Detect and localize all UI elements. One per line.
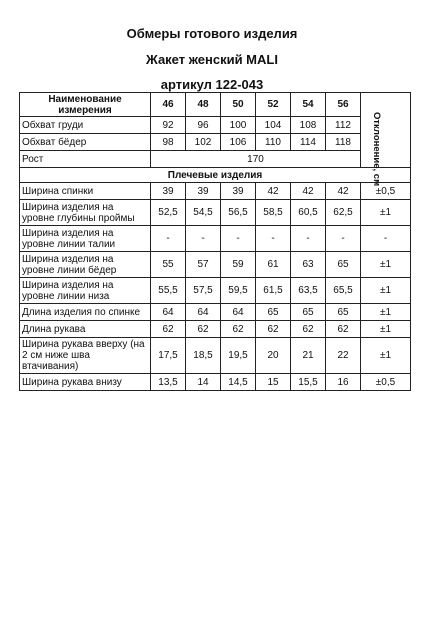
- cell-value: 65: [256, 304, 291, 321]
- size-header: 56: [326, 93, 361, 117]
- cell-value: 56,5: [221, 200, 256, 226]
- cell-value: 65: [326, 252, 361, 278]
- table-row: [20, 278, 411, 304]
- cell-value: 110: [256, 134, 291, 151]
- cell-value: 98: [151, 134, 186, 151]
- cell-value: 62,5: [326, 200, 361, 226]
- size-header: 46: [151, 93, 186, 117]
- deviation-header-label: Отклонение, см: [371, 112, 382, 187]
- row-name: Длина изделия по спинке: [20, 304, 151, 321]
- deviation-value: ±1: [361, 252, 411, 278]
- deviation-value: ±1: [361, 338, 411, 374]
- deviation-value: ±1: [361, 278, 411, 304]
- cell-value: 17,5: [151, 338, 186, 374]
- section-row: [20, 168, 411, 183]
- table-row: [20, 200, 411, 226]
- table-row: [20, 304, 411, 321]
- cell-value: 60,5: [291, 200, 326, 226]
- row-name: Длина рукава: [20, 321, 151, 338]
- deviation-value: ±0,5: [361, 183, 411, 200]
- size-header: 52: [256, 93, 291, 117]
- row-name: Ширина рукава вверху (на 2 см ниже шва втачивания): [20, 338, 151, 374]
- cell-value: 19,5: [221, 338, 256, 374]
- measurements-table: [19, 92, 411, 391]
- cell-value: 62: [326, 321, 361, 338]
- row-name: Ширина спинки: [20, 183, 151, 200]
- size-header: 54: [291, 93, 326, 117]
- cell-value: -: [326, 226, 361, 252]
- cell-value: -: [256, 226, 291, 252]
- page-title: Обмеры готового изделия: [126, 26, 298, 41]
- cell-value: 112: [326, 117, 361, 134]
- cell-value: -: [221, 226, 256, 252]
- table-row: [20, 134, 411, 151]
- size-header: 50: [221, 93, 256, 117]
- cell-value: 61: [256, 252, 291, 278]
- cell-value: 20: [256, 338, 291, 374]
- row-name: Ширина изделия на уровне линии талии: [20, 226, 151, 252]
- deviation-value: ±1: [361, 200, 411, 226]
- cell-value: 39: [186, 183, 221, 200]
- cell-value: 42: [326, 183, 361, 200]
- table-row: [20, 226, 411, 252]
- size-header: 48: [186, 93, 221, 117]
- cell-value: 57: [186, 252, 221, 278]
- cell-value: 58,5: [256, 200, 291, 226]
- table-row: [20, 117, 411, 134]
- cell-value: 59,5: [221, 278, 256, 304]
- table-row: [20, 252, 411, 278]
- deviation-header: [361, 93, 411, 187]
- cell-value: 63,5: [291, 278, 326, 304]
- row-name: Обхват бёдер: [20, 134, 151, 151]
- cell-value: 16: [326, 374, 361, 391]
- row-name: Ширина изделия на уровне линии бёдер: [20, 252, 151, 278]
- article-number: артикул 122-043: [160, 77, 264, 92]
- cell-value: 39: [151, 183, 186, 200]
- cell-value: 65: [291, 304, 326, 321]
- cell-value: 59: [221, 252, 256, 278]
- cell-value: 42: [291, 183, 326, 200]
- deviation-value: ±1: [361, 304, 411, 321]
- cell-value: 62: [151, 321, 186, 338]
- height-value: 170: [151, 151, 361, 168]
- cell-value: 61,5: [256, 278, 291, 304]
- cell-value: 106: [221, 134, 256, 151]
- cell-value: 114: [291, 134, 326, 151]
- cell-value: 64: [186, 304, 221, 321]
- cell-value: 65: [326, 304, 361, 321]
- cell-value: 39: [221, 183, 256, 200]
- cell-value: -: [186, 226, 221, 252]
- cell-value: 42: [256, 183, 291, 200]
- cell-value: -: [291, 226, 326, 252]
- header-name-cell: Наименование измерения: [20, 93, 151, 117]
- row-name: Обхват груди: [20, 117, 151, 134]
- row-name: Ширина изделия на уровне линии низа: [20, 278, 151, 304]
- product-name: Жакет женский MALI: [146, 52, 278, 67]
- cell-value: 55,5: [151, 278, 186, 304]
- header-row: [20, 93, 411, 117]
- row-name: Ширина изделия на уровне глубины проймы: [20, 200, 151, 226]
- cell-value: 62: [256, 321, 291, 338]
- cell-value: 22: [326, 338, 361, 374]
- row-name: Рост: [20, 151, 151, 168]
- cell-value: 62: [291, 321, 326, 338]
- cell-value: 52,5: [151, 200, 186, 226]
- cell-value: 62: [186, 321, 221, 338]
- table-row: [20, 338, 411, 374]
- cell-value: 92: [151, 117, 186, 134]
- cell-value: 15: [256, 374, 291, 391]
- table-row: [20, 321, 411, 338]
- table-row: [20, 151, 411, 168]
- cell-value: 96: [186, 117, 221, 134]
- cell-value: 21: [291, 338, 326, 374]
- cell-value: 15,5: [291, 374, 326, 391]
- cell-value: 13,5: [151, 374, 186, 391]
- cell-value: 14: [186, 374, 221, 391]
- cell-value: 57,5: [186, 278, 221, 304]
- table-row: [20, 183, 411, 200]
- cell-value: 102: [186, 134, 221, 151]
- cell-value: 108: [291, 117, 326, 134]
- cell-value: 62: [221, 321, 256, 338]
- cell-value: 54,5: [186, 200, 221, 226]
- cell-value: 65,5: [326, 278, 361, 304]
- cell-value: 64: [221, 304, 256, 321]
- deviation-value: -: [361, 226, 411, 252]
- cell-value: -: [151, 226, 186, 252]
- cell-value: 55: [151, 252, 186, 278]
- row-name: Ширина рукава внизу: [20, 374, 151, 391]
- cell-value: 63: [291, 252, 326, 278]
- deviation-value: ±1: [361, 321, 411, 338]
- deviation-value: ±0,5: [361, 374, 411, 391]
- cell-value: 100: [221, 117, 256, 134]
- cell-value: 118: [326, 134, 361, 151]
- cell-value: 14,5: [221, 374, 256, 391]
- cell-value: 104: [256, 117, 291, 134]
- cell-value: 64: [151, 304, 186, 321]
- cell-value: 18,5: [186, 338, 221, 374]
- section-label: Плечевые изделия: [20, 168, 411, 183]
- table-row: [20, 374, 411, 391]
